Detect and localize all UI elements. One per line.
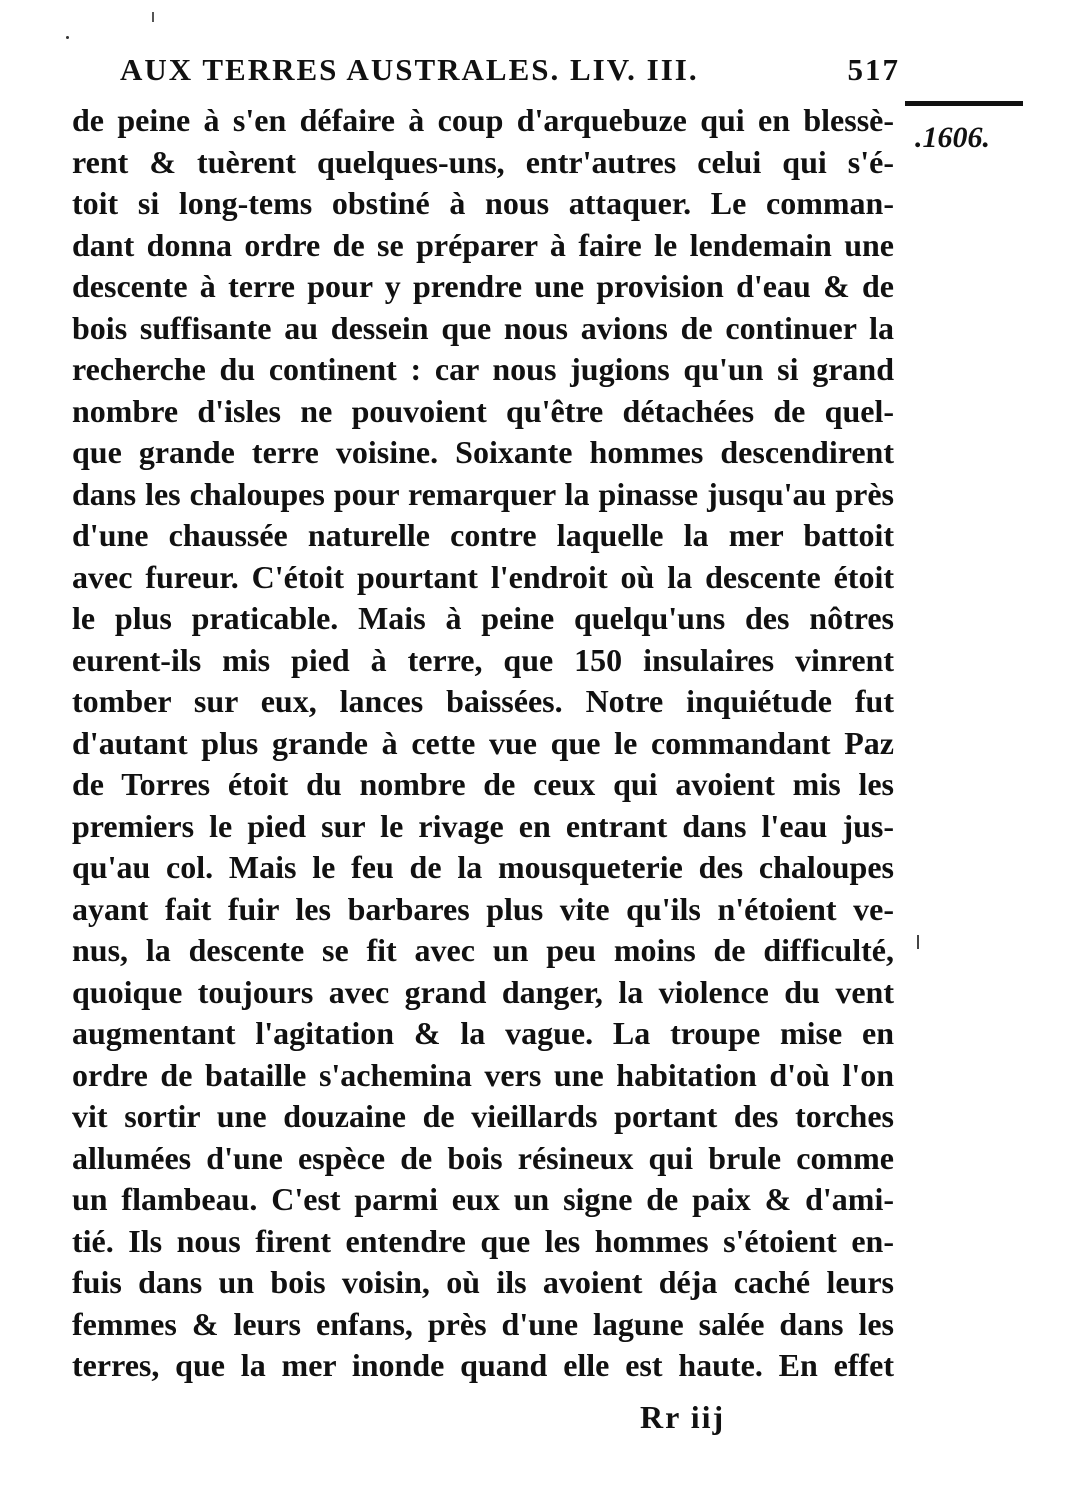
text-line: dans les chaloupes pour remarquer la pinasse jusqu'au près bbox=[72, 475, 894, 512]
text-line: nombre d'isles ne pouvoient qu'être détachées de quel- bbox=[72, 392, 894, 429]
text-line: premiers le pied sur le rivage en entrant dans l'eau jus- bbox=[72, 807, 894, 844]
margin-year-note: .1606. bbox=[915, 121, 990, 154]
text-line: femmes & leurs enfans, près d'une lagune salée dans les bbox=[72, 1305, 894, 1342]
text-line: un flambeau. C'est parmi eux un signe de paix & d'ami- bbox=[72, 1181, 894, 1217]
text-line: d'une chaussée naturelle contre laquelle la mer battoit bbox=[72, 517, 894, 553]
body-text bbox=[72, 100, 894, 1430]
text-line: allumées d'une espèce de bois résineux qui brule comme bbox=[72, 1139, 894, 1176]
text-line: eurent-ils mis pied à terre, que 150 insulaires vinrent bbox=[72, 641, 894, 678]
signature-mark: Rr iij bbox=[640, 1399, 726, 1435]
text-line: terres, que la mer inonde quand elle est haute. En effet bbox=[72, 1347, 894, 1383]
text-line: augmentant l'agitation & la vague. La troupe mise en bbox=[72, 1015, 894, 1051]
text-line: de Torres étoit du nombre de ceux qui avoient mis les bbox=[72, 766, 894, 802]
page-number: 517 bbox=[847, 52, 900, 87]
text-line: rent & tuèrent quelques-uns, entr'autres celui qui s'é- bbox=[72, 143, 894, 180]
text-line: vit sortir une douzaine de vieillards portant des torches bbox=[72, 1098, 894, 1134]
text-line: tié. Ils nous firent entendre que les hommes s'étoient en- bbox=[72, 1222, 894, 1259]
running-title: AUX TERRES AUSTRALES. LIV. III. bbox=[120, 52, 699, 87]
text-line: nus, la descente se fit avec un peu moins de difficulté, bbox=[72, 932, 894, 968]
text-line: tomber sur eux, lances baissées. Notre inquiétude fut bbox=[72, 683, 894, 719]
ink-speck bbox=[66, 36, 69, 39]
text-line: fuis dans un bois voisin, où ils avoient déja caché leurs bbox=[72, 1264, 894, 1300]
text-line: quoique toujours avec grand danger, la violence du vent bbox=[72, 973, 894, 1010]
text-line: avec fureur. C'étoit pourtant l'endroit où la descente étoit bbox=[72, 558, 894, 595]
ink-speck bbox=[917, 935, 919, 949]
text-line: toit si long-tems obstiné à nous attaquer. Le comman- bbox=[72, 185, 894, 221]
margin-rule bbox=[905, 101, 1023, 106]
text-line: descente à terre pour y prendre une provision d'eau & de bbox=[72, 268, 894, 304]
ink-speck bbox=[152, 12, 154, 22]
text-line: de peine à s'en défaire à coup d'arquebuze qui en blessè- bbox=[72, 102, 894, 138]
text-line: le plus praticable. Mais à peine quelqu'uns des nôtres bbox=[72, 600, 894, 636]
text-line: dant donna ordre de se préparer à faire le lendemain une bbox=[72, 226, 894, 263]
text-line: ordre de bataille s'achemina vers une habitation d'où l'on bbox=[72, 1056, 894, 1093]
text-line: bois suffisante au dessein que nous avions de continuer la bbox=[72, 309, 894, 346]
text-line: recherche du continent : car nous jugions qu'un si grand bbox=[72, 351, 894, 387]
text-line: que grande terre voisine. Soixante hommes descendirent bbox=[72, 434, 894, 470]
running-head bbox=[120, 46, 900, 94]
text-line: d'autant plus grande à cette vue que le commandant Paz bbox=[72, 724, 894, 761]
text-line: qu'au col. Mais le feu de la mousqueterie des chaloupes bbox=[72, 849, 894, 885]
text-line: ayant fait fuir les barbares plus vite qu'ils n'étoient ve- bbox=[72, 890, 894, 927]
